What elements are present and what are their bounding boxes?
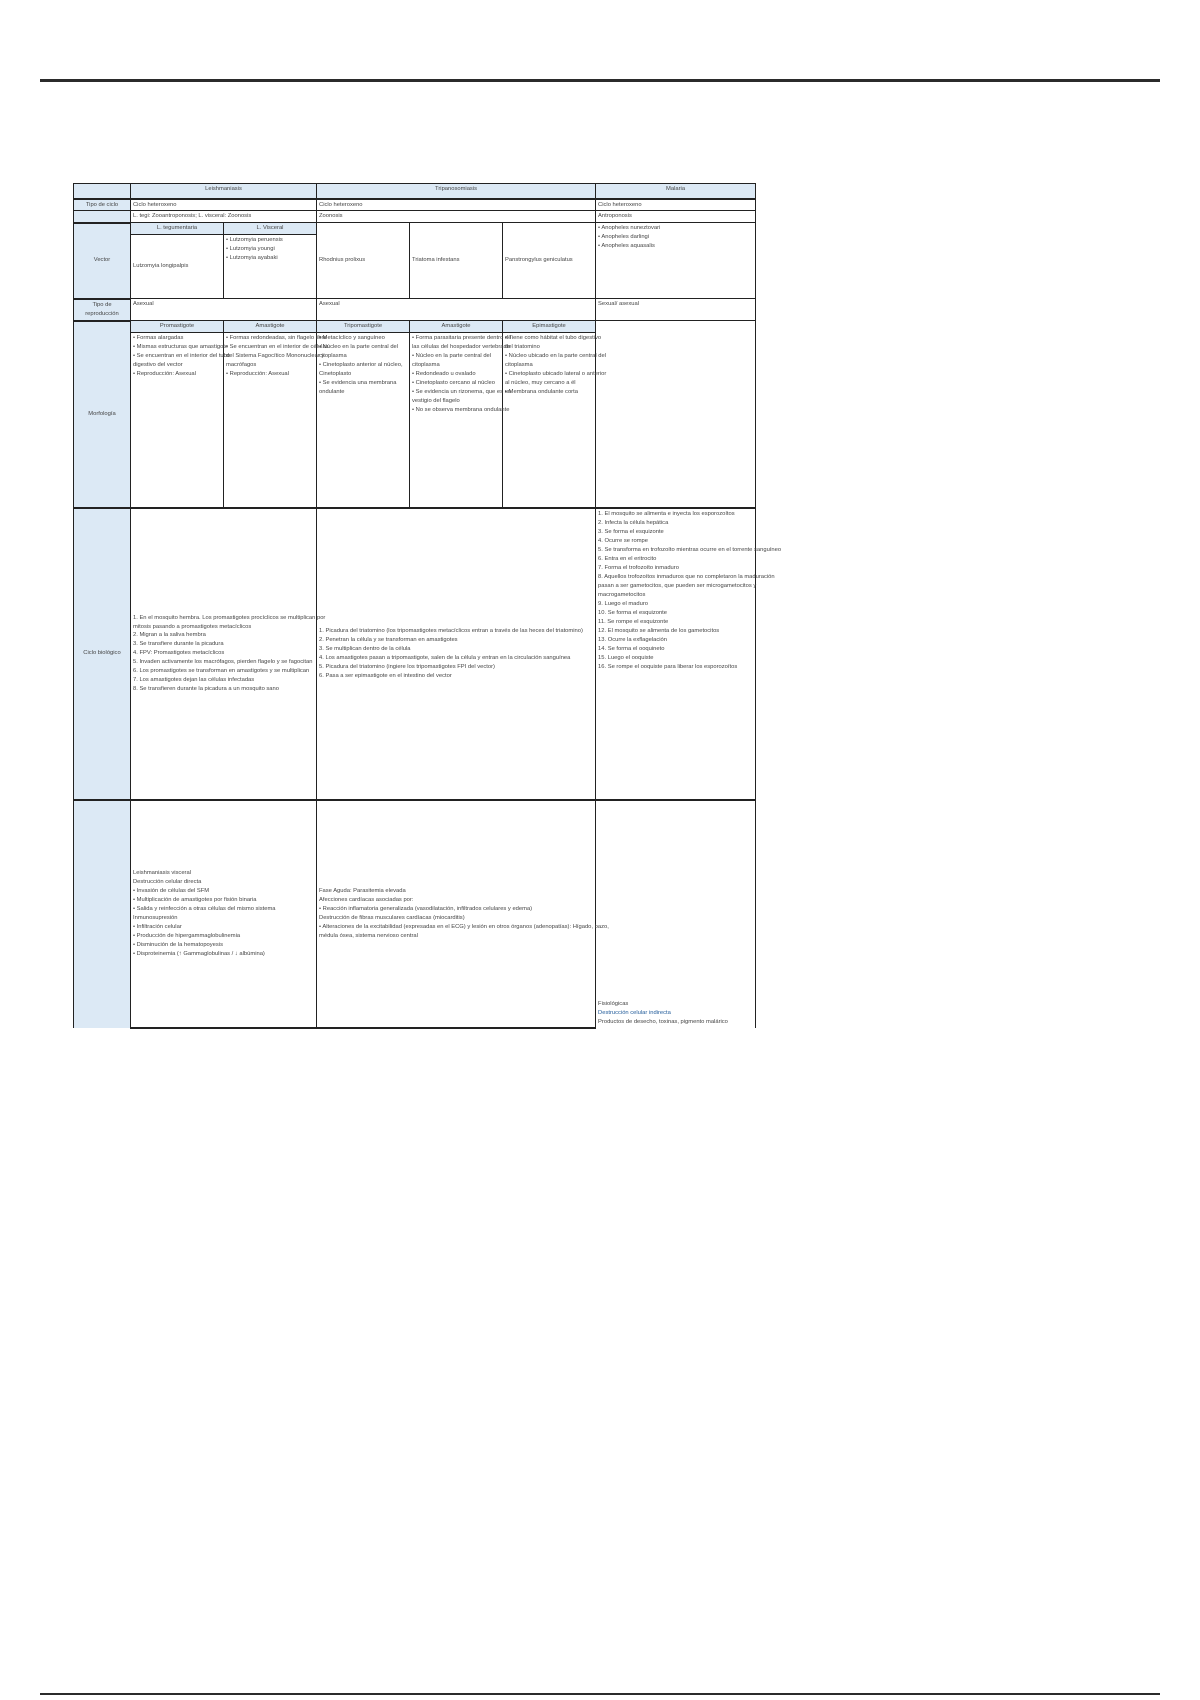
list-item: 3. Se forma el esquizonte — [598, 528, 664, 535]
list-item: 3. Se transfiere durante la picadura — [133, 641, 224, 648]
list-item: • Formas redondeadas, sin flagelo libre — [226, 335, 327, 342]
subheader-l-tegumentaria: L. tegumentaria — [131, 223, 224, 235]
footer-divider — [40, 1693, 1160, 1695]
list-item: • Cinetoplasto cercano al núcleo — [412, 380, 495, 387]
subheader-promastigote: Promastigote — [131, 321, 224, 333]
list-item: • Producción de hipergammaglobulinemia — [133, 932, 241, 939]
header-divider — [40, 79, 1160, 82]
list-item: Fisiológicas — [598, 1001, 629, 1008]
list-item: 8. Se transfieren durante la picadura a un mosquito sano — [133, 686, 279, 693]
cell-ciclo-tripanosomiasis-steps — [317, 508, 596, 800]
list-item: 5. Invaden activamente los macrófagos, pierden flagelo y se fagocitan — [133, 659, 313, 666]
list-item: • Lutzomyia ayabaki — [226, 255, 278, 262]
cell-vector-tegumentaria: Lutzomyia longipalpis — [131, 235, 224, 299]
list-item: vestigio del flagelo — [412, 398, 460, 405]
cell-ciclo-leishmaniasis: Ciclo heteroxeno — [131, 199, 317, 211]
row-label-tipo-ciclo: Tipo de ciclo — [74, 199, 131, 211]
list-item: ondulante — [319, 389, 345, 396]
list-item: • Forma parasitaria presente dentro de — [412, 335, 512, 342]
list-item: 6. Los promastigotes se transforman en amastigotes y se multiplican — [133, 668, 310, 675]
cell-morf-amastigote — [224, 333, 329, 508]
row-morfologia-subheader — [74, 321, 756, 333]
list-item: 7. Forma el trofozoíto inmaduro — [598, 564, 679, 571]
list-item: • Reproducción: Asexual — [226, 371, 289, 378]
col-header-leishmaniasis: Leishmaniasis — [131, 184, 317, 199]
list-item: médula ósea, sistema nervioso central — [319, 932, 418, 939]
list-item: • Anopheles aquasalis — [598, 243, 655, 250]
list-item: 14. Se forma el ooquineto — [598, 645, 665, 652]
row-label-patogenia — [74, 800, 131, 1028]
cell-vector-panstrongylus: Panstrongylus geniculatus — [503, 223, 596, 299]
subheader-amastigote-t: Amastigote — [410, 321, 503, 333]
row-zoonosis — [74, 211, 756, 223]
list-item: • Reproducción: Asexual — [133, 371, 196, 378]
list-item: 4. Ocurre se rompe — [598, 537, 648, 544]
cell-ciclo-leishmaniasis-steps — [131, 508, 326, 800]
cell-zoonosis-malaria: Antroponosis — [596, 211, 756, 223]
row-label-morfologia: Morfología — [74, 321, 131, 508]
list-item: • Lutzomyia peruensis — [226, 237, 283, 244]
list-item: • Mismas estructuras que amastigote — [133, 344, 229, 351]
list-item: 15. Luego el ooquiste — [598, 654, 654, 661]
list-item: Leishmaniasis visceral — [133, 870, 191, 877]
list-item: 3. Se multiplican dentro de la célula — [319, 645, 411, 652]
cell-reproduccion-tripanosomiasis: Asexual — [317, 299, 596, 321]
row-patogenia — [74, 800, 756, 1028]
cell-patogenia-leishmaniasis — [131, 800, 317, 1028]
list-item: macrófagos — [226, 362, 257, 369]
row-label-reproduccion: Tipo de reproducción — [74, 299, 131, 321]
list-item: 2. Migran a la saliva hembra — [133, 632, 206, 639]
cell-vector-visceral — [224, 235, 317, 299]
list-item: • Disproteinemia (↑ Gammaglobulinas / ↓ albúmina) — [133, 950, 265, 957]
cell-vector-triatoma: Triatoma infestans — [410, 223, 503, 299]
list-item: Productos de desecho, toxinas, pigmento malárico — [598, 1019, 728, 1026]
list-item: 6. Pasa a ser epimastigote en el intestino del vector — [319, 672, 452, 679]
row-reproduccion — [74, 299, 756, 321]
cell-morf-amastigote-t — [410, 333, 512, 508]
list-item: • Invasión de células del SFM — [133, 888, 210, 895]
list-item: 4. FPV: Promastigotes metacíclicos — [133, 650, 225, 657]
list-item: 7. Los amastigotes dejan las células infectadas — [133, 677, 255, 684]
list-item: Fase Aguda: Parasitemia elevada — [319, 888, 406, 895]
subheader-amastigote: Amastigote — [224, 321, 317, 333]
col-header-tripanosomiasis: Tripanosomiasis — [317, 184, 596, 199]
list-item: • Infiltración celular — [133, 923, 182, 930]
list-item: 12. El mosquito se alimenta de los gametocitos — [598, 627, 720, 634]
cell-morfologia-malaria — [596, 321, 756, 508]
list-item: digestivo del vector — [133, 362, 183, 369]
cell-reproduccion-malaria: Sexual/ asexual — [596, 299, 756, 321]
list-item: • Cinetoplasto ubicado lateral o anterior — [505, 371, 607, 378]
list-item: 10. Se forma el esquizonte — [598, 609, 668, 616]
list-item: 4. Los amastigotes pasan a tripomastigote, salen de la célula y entran en la circulación sanguínea — [319, 654, 571, 661]
list-item: • Cinetoplasto anterior al núcleo, — [319, 362, 403, 369]
list-item: 6. Entra en el eritrocito — [598, 555, 657, 562]
list-item: 5. Se transforma en trofozoíto mientras ocurre en el torrente sanguíneo — [598, 546, 782, 553]
list-item: las células del hospedador vertebrado — [412, 344, 510, 351]
list-item: del triatomino — [505, 344, 540, 351]
table-header-row — [74, 184, 756, 199]
list-item: • Redondeado u ovalado — [412, 371, 476, 378]
subheader-l-visceral: L. Visceral — [224, 223, 317, 235]
row-tipo-ciclo — [74, 199, 756, 211]
list-item: • Núcleo en la parte central del — [412, 353, 492, 360]
cell-vector-rhodnius: Rhodnius prolixus — [317, 223, 410, 299]
list-item: 5. Picadura del triatomino (ingiere los tripomastigotes FPI del vector) — [319, 663, 495, 670]
row-label-vector: Vector — [74, 223, 131, 299]
list-item: • Alteraciones de la excitabilidad (expresadas en el ECG) y lesión en otros órganos (adenopatías): Hígado, bazo, — [319, 923, 609, 930]
list-item: citoplasma — [505, 362, 533, 369]
list-item: 16. Se rompe el ooquiste para liberar los esporozoítos — [598, 663, 738, 670]
list-item: • Metacíclico y sanguíneo — [319, 335, 385, 342]
list-item: • Núcleo en la parte central del — [319, 344, 399, 351]
list-item: • Tiene como hábitat el tubo digestivo — [505, 335, 602, 342]
list-item: Cinetoplasto — [319, 371, 352, 378]
list-item: Afecciones cardíacas asociadas por: — [319, 897, 414, 903]
list-item: • Reacción inflamatoria generalizada (vasodilatación, infiltrados celulares y edema) — [319, 905, 533, 912]
list-item: Destrucción de fibras musculares cardíacas (miocarditis) — [319, 914, 465, 921]
list-item: citoplasma — [319, 353, 347, 360]
list-item: • Anopheles nuneztovari — [598, 225, 661, 232]
list-item: Destrucción celular directa — [133, 879, 202, 886]
list-item: 1. Picadura del triatomino (los tripomastigotes metacíclicos entran a través de las heces del triatomino) — [319, 627, 583, 634]
corner-cell — [74, 184, 131, 199]
subheader-tripomastigote: Tripomastigote — [317, 321, 410, 333]
list-item: • Se evidencia una membrana — [319, 380, 397, 387]
list-item: macrogametocitos — [598, 591, 646, 598]
list-item: 11. Se rompe el esquizonte — [598, 618, 669, 625]
list-item: • Núcleo ubicado en la parte central del — [505, 353, 606, 360]
list-item: • Salida y reinfección a otras células del mismo sistema — [133, 905, 276, 912]
list-item: • Multiplicación de amastigotes por fisión binaria — [133, 897, 257, 903]
list-item: 9. Luego el maduro — [598, 600, 648, 607]
cell-morf-promastigote — [131, 333, 231, 508]
list-item: • Se encuentran en el interior del tubo — [133, 353, 231, 360]
list-item: • Se encuentran en el interior de células — [226, 344, 329, 351]
list-item: 2. Penetran la célula y se transforman en amastigotes — [319, 636, 458, 643]
list-item: • Formas alargadas — [133, 335, 184, 342]
list-item: • Membrana ondulante corta — [505, 389, 578, 396]
list-item: • Se evidencia un rizonema, que es un — [412, 389, 512, 396]
list-item: 13. Ocurre la exflagelación — [598, 636, 668, 643]
cell-vector-malaria — [596, 223, 756, 299]
col-header-malaria: Malaria — [596, 184, 756, 199]
list-item: 8. Aquellos trofozoítos inmaduros que no completaron la maduración — [598, 573, 775, 580]
list-item: al núcleo, muy cercano a él — [505, 380, 576, 387]
comparison-table — [73, 183, 782, 1029]
list-item: Destrucción celular indirecta — [598, 1010, 671, 1017]
cell-patogenia-tripanosomiasis — [317, 800, 609, 1028]
list-item: • No se observa membrana ondulante — [412, 407, 510, 414]
list-item: 1. En el mosquito hembra. Los promastigotes procíclicos se multiplican por — [133, 614, 326, 621]
cell-ciclo-malaria: Ciclo heteroxeno — [596, 199, 756, 211]
cell-morf-epimastigote — [503, 333, 607, 508]
list-item: • Anopheles darlingi — [598, 234, 650, 241]
row-vector-subheader — [74, 223, 756, 235]
row-ciclo-biologico — [74, 508, 756, 800]
list-item: 2. Infecta la célula hepática — [598, 519, 669, 526]
list-item: pasan a ser gametocitos, que pueden ser microgametocitos y — [598, 582, 757, 589]
cell-ciclo-malaria-steps — [596, 508, 782, 800]
list-item: citoplasma — [412, 362, 440, 369]
list-item: • Lutzomyia youngi — [226, 246, 275, 253]
list-item: Inmunosupresión — [133, 914, 178, 921]
cell-zoonosis-tripanosomiasis: Zoonosis — [317, 211, 596, 223]
list-item: del Sistema Fagocítico Mononuclear y — [226, 353, 325, 360]
list-item: mitosis pasando a promastigotes metacíclicos — [133, 623, 252, 630]
cell-morf-tripomastigote — [317, 333, 410, 508]
cell-patogenia-malaria — [596, 800, 756, 1028]
list-item: 1. El mosquito se alimenta e inyecta los esporozoítos — [598, 510, 735, 517]
cell-reproduccion-leishmaniasis: Asexual — [131, 299, 317, 321]
list-item: • Disminución de la hematopoyesis — [133, 941, 223, 948]
cell-ciclo-tripanosomiasis: Ciclo heteroxeno — [317, 199, 596, 211]
row-label-ciclo-biologico: Ciclo biológico — [74, 508, 131, 800]
row-label-zoonosis — [74, 211, 131, 223]
subheader-epimastigote: Epimastigote — [503, 321, 596, 333]
cell-zoonosis-leishmaniasis: L. tegi: Zooantroponosis; L. visceral: Zoonosis — [131, 211, 317, 223]
